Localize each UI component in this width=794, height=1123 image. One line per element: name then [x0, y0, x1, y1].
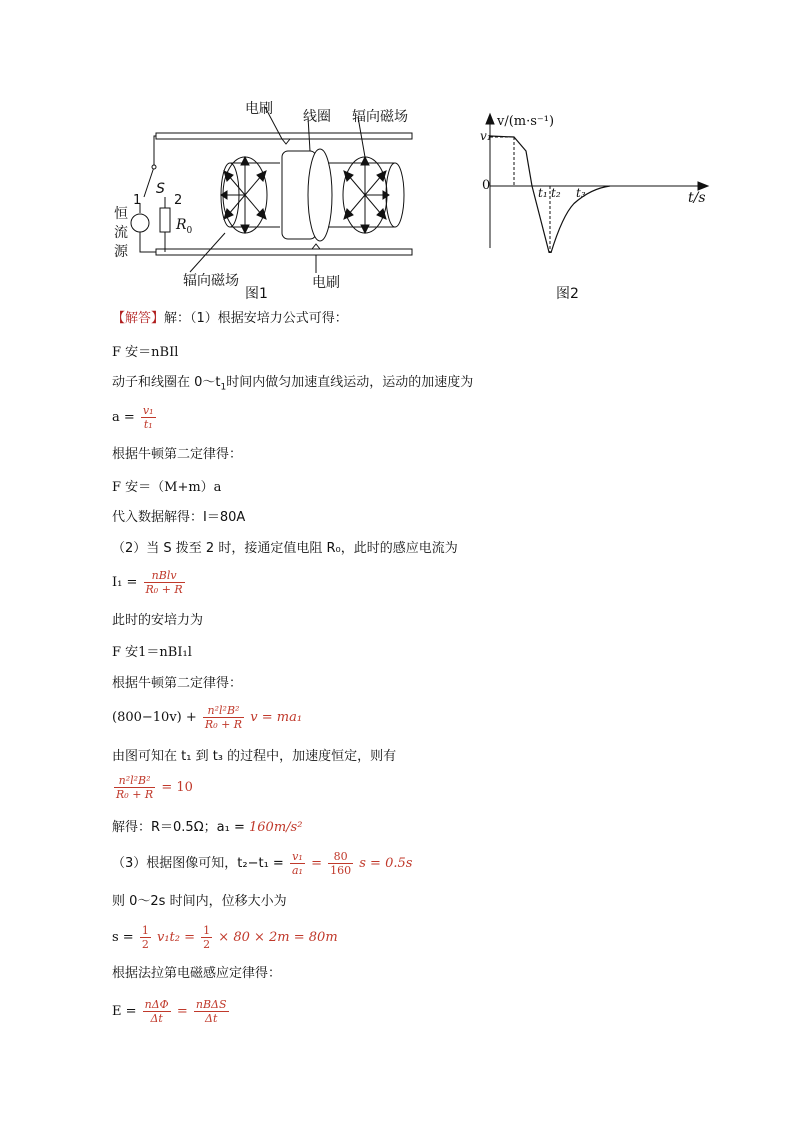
eq-induced-current: I₁ = $\frac{\text{nBlv}}{\text{R₀ + R}}$	[112, 569, 183, 596]
eq-faraday: E = $\frac{\text{nΔΦ}}{\Delta t}$ = $\frac{\text{nBΔS}}{\Delta t}$	[112, 998, 227, 1025]
label-brush-bottom: 电刷	[312, 275, 340, 291]
switch-blade	[144, 167, 154, 197]
label-radial-field-top: 辐向磁场	[352, 109, 408, 125]
chart-ylabel: v/(m·s⁻¹)	[497, 114, 555, 129]
solution-line-20: 根据法拉第电磁感应定律得：	[112, 966, 282, 981]
label-coil: 线圈	[303, 109, 331, 125]
solution-line-16: 解得：R＝0.5Ω；a₁ = 160m/s²	[112, 820, 303, 835]
solution-line-10: 此时的安培力为	[112, 613, 204, 628]
solution-line-8: （2）当 S 拨至 2 时，接通定值电阻 R₀，此时的感应电流为	[112, 541, 458, 556]
solution-line-5: 根据牛顿第二定律得：	[112, 447, 243, 462]
brush-bottom	[312, 244, 320, 249]
eq-time-interval: （3）根据图像可知，t₂−t₁ = $\frac{\text{v₁}}{\text{a₁}}$ = $\frac{80}{160}$ s = 0.5s	[112, 850, 413, 877]
tick-origin: 0	[482, 178, 491, 193]
label-resistor: $R_0$	[176, 217, 193, 236]
label-brush-top: 电刷	[245, 101, 273, 117]
eq-acceleration: a = $\frac{\text{v₁}}{\text{t₁}}$	[112, 404, 154, 431]
chart-xlabel: t/s	[688, 190, 706, 206]
solution-line-1: 【解答】解：（1）根据安培力公式可得：	[112, 311, 348, 326]
eq-ampere-force: F 安＝nBIl	[112, 345, 179, 360]
velocity-time-chart	[470, 108, 720, 253]
tick-t2: t₂	[551, 186, 561, 200]
figure-2-caption: 图2	[556, 286, 579, 302]
x-axis-arrow	[698, 182, 708, 190]
eq-ampere-force-1: F 安1＝nBI₁l	[112, 645, 192, 660]
resistor-r0	[160, 208, 170, 232]
solution-line-3: 动子和线圈在 $0\sim t_1$时间内做匀加速直线运动，运动的加速度为	[112, 375, 474, 393]
solution-line-18: 则 0～2s 时间内，位移大小为	[112, 894, 287, 909]
label-radial-field-bottom: 辐向磁场	[183, 273, 239, 289]
figure-1-caption: 图1	[245, 286, 268, 302]
label-switch: S	[156, 181, 165, 197]
bottom-rail	[156, 249, 412, 255]
top-rail	[156, 133, 412, 139]
tick-t1: t₁	[538, 186, 548, 200]
velocity-curve	[490, 136, 610, 253]
eq-displacement: s = $\frac{1}{2}$ v₁t₂ = $\frac{1}{2}$ × 80 × 2m = 80m	[112, 924, 338, 951]
label-contact-2: 2	[174, 193, 183, 208]
label-source-1: 恒	[114, 206, 128, 222]
tick-t3: t₃	[576, 186, 586, 200]
eq-constant: $\frac{\text{n²l²B²}}{\text{R₀ + R}}$ = 10	[116, 774, 193, 801]
brush-top	[282, 139, 290, 144]
tick-v1: v₁	[480, 129, 492, 143]
label-source-3: 源	[114, 244, 128, 260]
eq-newton-1: F 安＝（M+m）a	[112, 480, 222, 495]
solution-header: 【解答】	[112, 311, 165, 326]
solution-line-7: 代入数据解得：I＝80A	[112, 510, 246, 525]
label-contact-1: 1	[133, 193, 142, 208]
wire-top	[154, 136, 156, 167]
label-source-2: 流	[114, 225, 128, 241]
y-axis-arrow	[486, 114, 494, 124]
solution-line-14: 由图可知在 t₁ 到 t₃ 的过程中，加速度恒定，则有	[112, 749, 397, 764]
eq-newton-2: (800−10v) + $\frac{\text{n²l²B²}}{\text{R₀ + R}}$ v = ma₁	[112, 704, 303, 731]
solution-line-12: 根据牛顿第二定律得：	[112, 676, 243, 691]
current-source	[131, 214, 149, 232]
